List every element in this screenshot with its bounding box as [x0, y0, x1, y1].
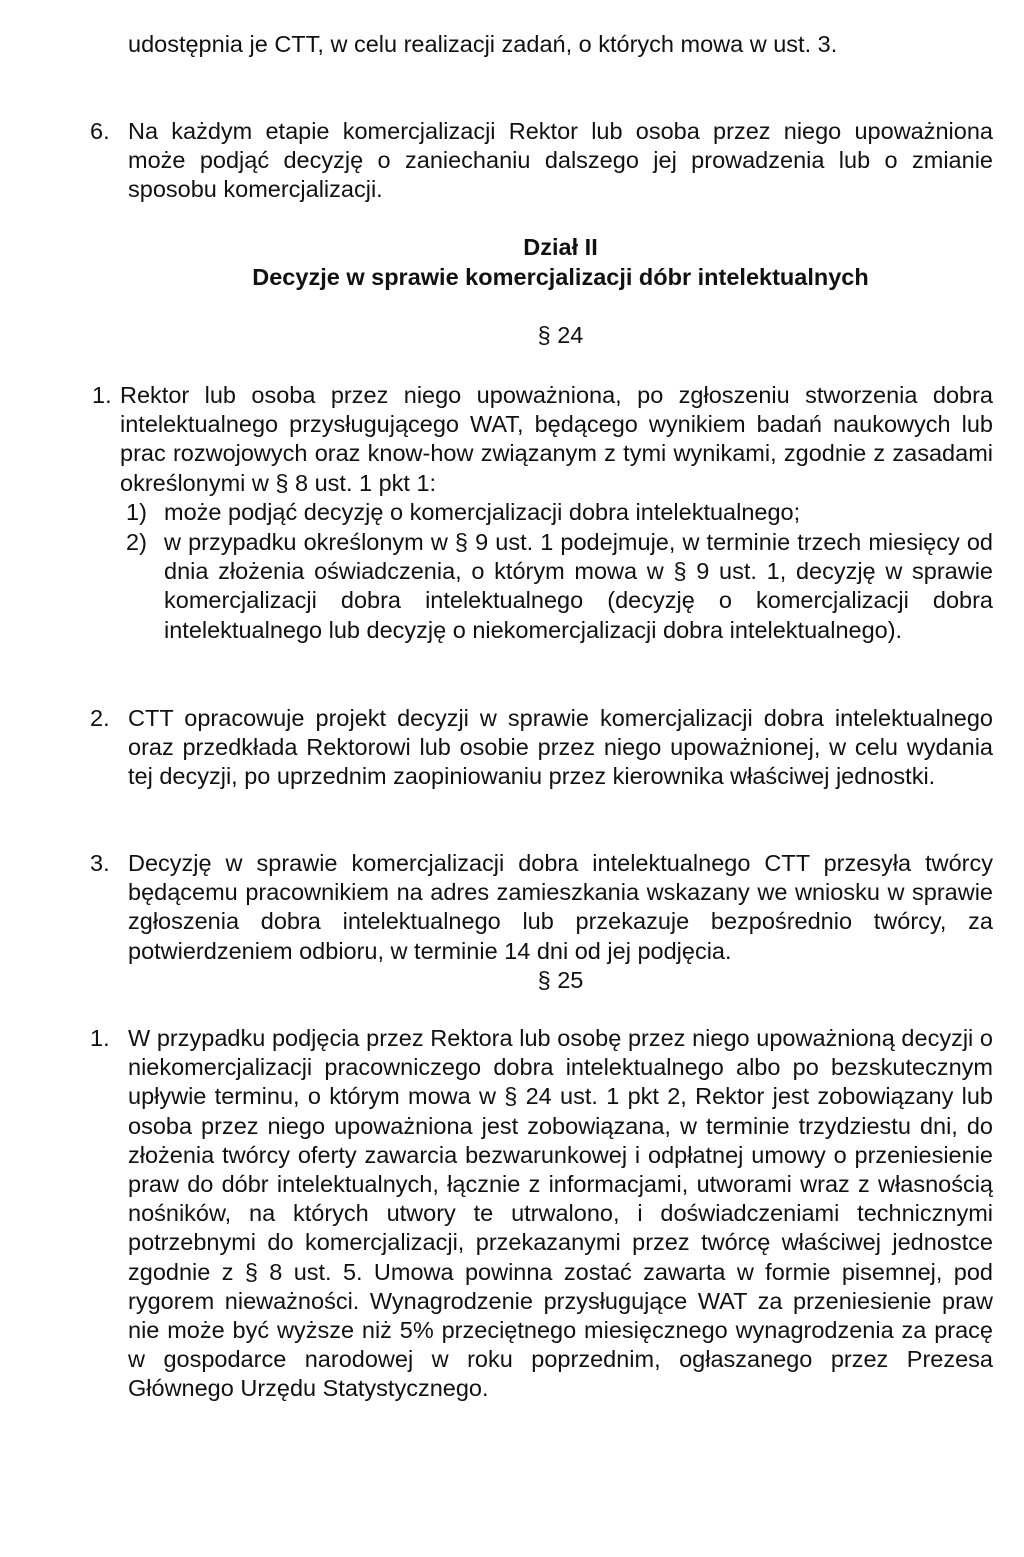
par25-item1-text: W przypadku podjęcia przez Rektora lub osobę przez niego upoważnioną decyzji o niekomercjalizacji pracowniczego dobra intelektualnego albo po bezskutecznym upływie terminu, o którym mowa w § 24 ust. 1 pkt 2, Rektor jest zobowiązany lub osoba przez niego upoważniona jest zobowiązana, w terminie trzydziestu dni, do złożenia twórcy oferty zawarcia bezwarunkowej i odpłatnej umowy o przeniesienie praw do dóbr intelektualnych, łącznie z informacjami, utworami wraz z własnością nośników, na których utwory te utrwalono, i doświadczeniami technicznymi potrzebnymi do komercjalizacji, przekazanymi przez twórcę właściwej jednostce zgodnie z § 8 ust. 5. Umowa powinna zostać zawarta w formie pisemnej, pod rygorem nieważności. Wynagrodzenie przysługujące WAT za przeniesienie praw nie może być wyższe niż 5% przeciętnego miesięcznego wynagrodzenia za pracę w gospodarce narodowej w roku poprzednim, ogłaszanego przez Prezesa Głównego Urzędu Statystycznego.	[128, 1025, 993, 1402]
section-subtitle: Decyzje w sprawie komercjalizacji dóbr intelektualnych	[252, 264, 869, 290]
par24-item3-number: 3.	[90, 850, 110, 876]
par24-item1-number: 1.	[92, 382, 112, 408]
par24-item2-text: CTT opracowuje projekt decyzji w sprawie komercjalizacji dobra intelektualnego oraz przedkłada Rektorowi lub osobie przez niego upoważnionej, w celu wydania tej decyzji, po uprzednim zaopiniowaniu przez kierownika właściwej jednostki.	[128, 705, 993, 790]
par24-item2-number: 2.	[90, 705, 110, 731]
par24-sub2-text: w przypadku określonym w § 9 ust. 1 podejmuje, w terminie trzech miesięcy od dnia złożenia oświadczenia, o którym mowa w § 9 ust. 1, decyzję w sprawie komercjalizacji dobra intelektualnego (decyzję o komercjalizacji dobra intelektualnego lub decyzję o niekomercjalizacji dobra intelektualnego).	[164, 529, 993, 643]
par24-item3-text: Decyzję w sprawie komercjalizacji dobra intelektualnego CTT przesyła twórcy będącemu pracownikiem na adres zamieszkania wskazany we wniosku w sprawie zgłoszenia dobra intelektualnego lub przekazuje bezpośrednio twórcy, za potwierdzeniem odbioru, w terminie 14 dni od jej podjęcia.	[128, 850, 993, 964]
paragraph-24-label: § 24	[537, 322, 584, 348]
par24-item1-text: Rektor lub osoba przez niego upoważniona, po zgłoszeniu stworzenia dobra intelektualnego przysługującego WAT, będącego wynikiem badań naukowych lub prac rozwojowych oraz know-how związanym z tymi wynikami, zgodnie z zasadami określonymi w § 8 ust. 1 pkt 1:	[120, 382, 993, 496]
paragraph-25-label: § 25	[537, 967, 584, 993]
par24-sub1-text: może podjąć decyzję o komercjalizacji dobra intelektualnego;	[164, 499, 801, 525]
para6-text: Na każdym etapie komercjalizacji Rektor lub osoba przez niego upoważniona może podjąć decyzję o zaniechaniu dalszego jej prowadzenia lub o zmianie sposobu komercjalizacji.	[128, 118, 993, 203]
par25-item1-number: 1.	[90, 1025, 110, 1051]
top-continuation-text: udostępnia je CTT, w celu realizacji zadań, o których mowa w ust. 3.	[128, 31, 838, 57]
section-title: Dział II	[523, 234, 598, 260]
para6-number: 6.	[90, 118, 110, 144]
par24-sub2-number: 2)	[126, 529, 147, 555]
par24-sub1-number: 1)	[126, 499, 147, 525]
